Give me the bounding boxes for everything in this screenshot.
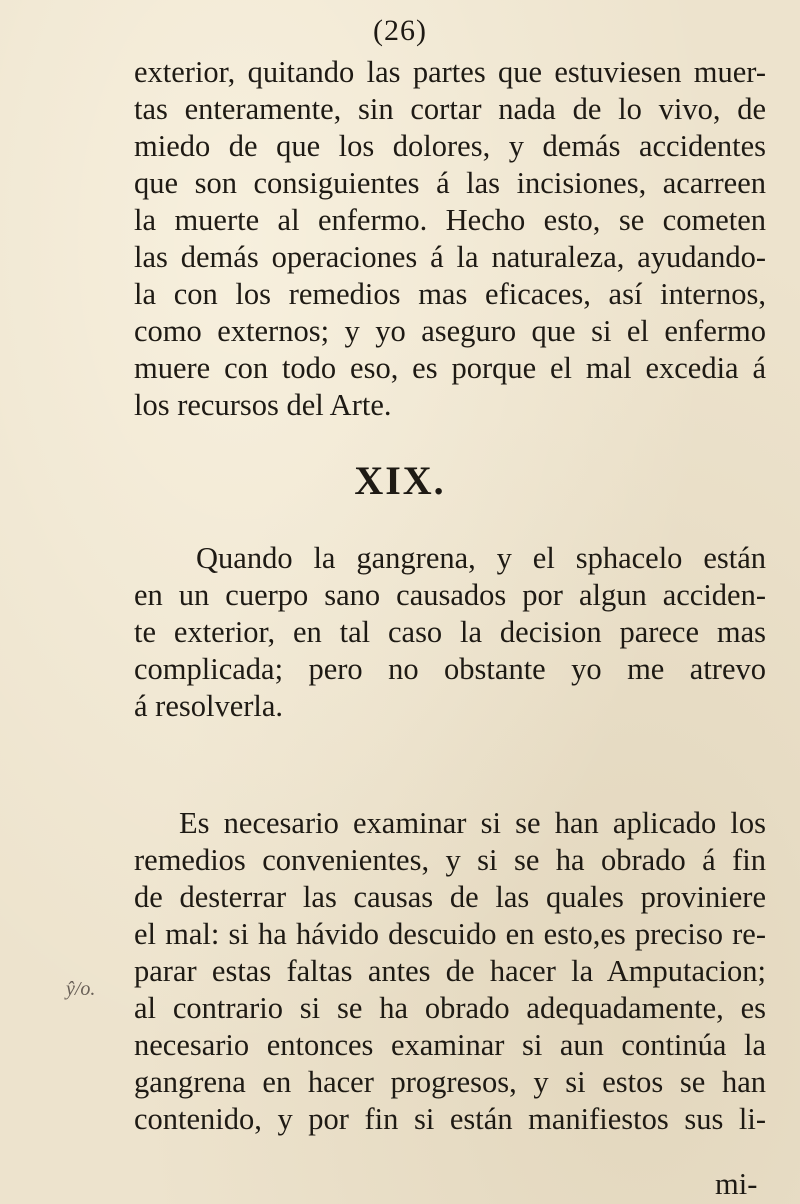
text-line: en un cuerpo sano causados por algun acciden- [134,578,766,612]
text-line: las demás operaciones á la naturaleza, ayudando- [134,240,766,274]
text-line: gangrena en hacer progresos, y si estos se han [134,1065,766,1099]
text-line: complicada; pero no obstante yo me atrevo [134,652,766,686]
margin-note: ŷ/o. [66,978,96,1000]
text-line: muere con todo eso, es porque el mal excedia á [134,351,766,385]
paragraph-3 [134,805,766,1138]
section-heading: XIX. [354,458,446,503]
text-line: remedios convenientes, y si se ha obrado á fin [134,843,766,877]
text-line: parar estas faltas antes de hacer la Amputacion; [134,954,766,988]
text-line: la con los remedios mas eficaces, así internos, [134,277,766,311]
page-number: (26) [373,14,427,47]
text-line: los recursos del Arte. [134,388,392,422]
text-line: contenido, y por fin si están manifiestos sus li- [134,1102,766,1136]
text-line: al contrario si se ha obrado adequadamente, es [134,991,766,1025]
text-line: miedo de que los dolores, y demás accidentes [134,129,766,163]
text-line: Es necesario examinar si se han aplicado los [179,806,766,840]
paragraph-1 [134,54,766,424]
text-line: el mal: si ha hávido descuido en esto,es preciso re- [134,917,766,951]
paragraph-2 [134,540,766,725]
text-line: á resolverla. [134,689,284,723]
text-line: Quando la gangrena, y el sphacelo están [196,541,766,575]
text-line: que son consiguientes á las incisiones, acarreen [134,166,766,200]
catchword: mi- [715,1167,758,1201]
text-line: la muerte al enfermo. Hecho esto, se cometen [134,203,766,237]
text-line: necesario entonces examinar si aun continúa la [134,1028,766,1062]
text-line: de desterrar las causas de las quales proviniere [134,880,766,914]
text-line: exterior, quitando las partes que estuviesen muer- [134,55,766,89]
text-line: como externos; y yo aseguro que si el enfermo [134,314,766,348]
text-line: tas enteramente, sin cortar nada de lo vivo, de [134,92,766,126]
text-line: te exterior, en tal caso la decision parece mas [134,615,766,649]
